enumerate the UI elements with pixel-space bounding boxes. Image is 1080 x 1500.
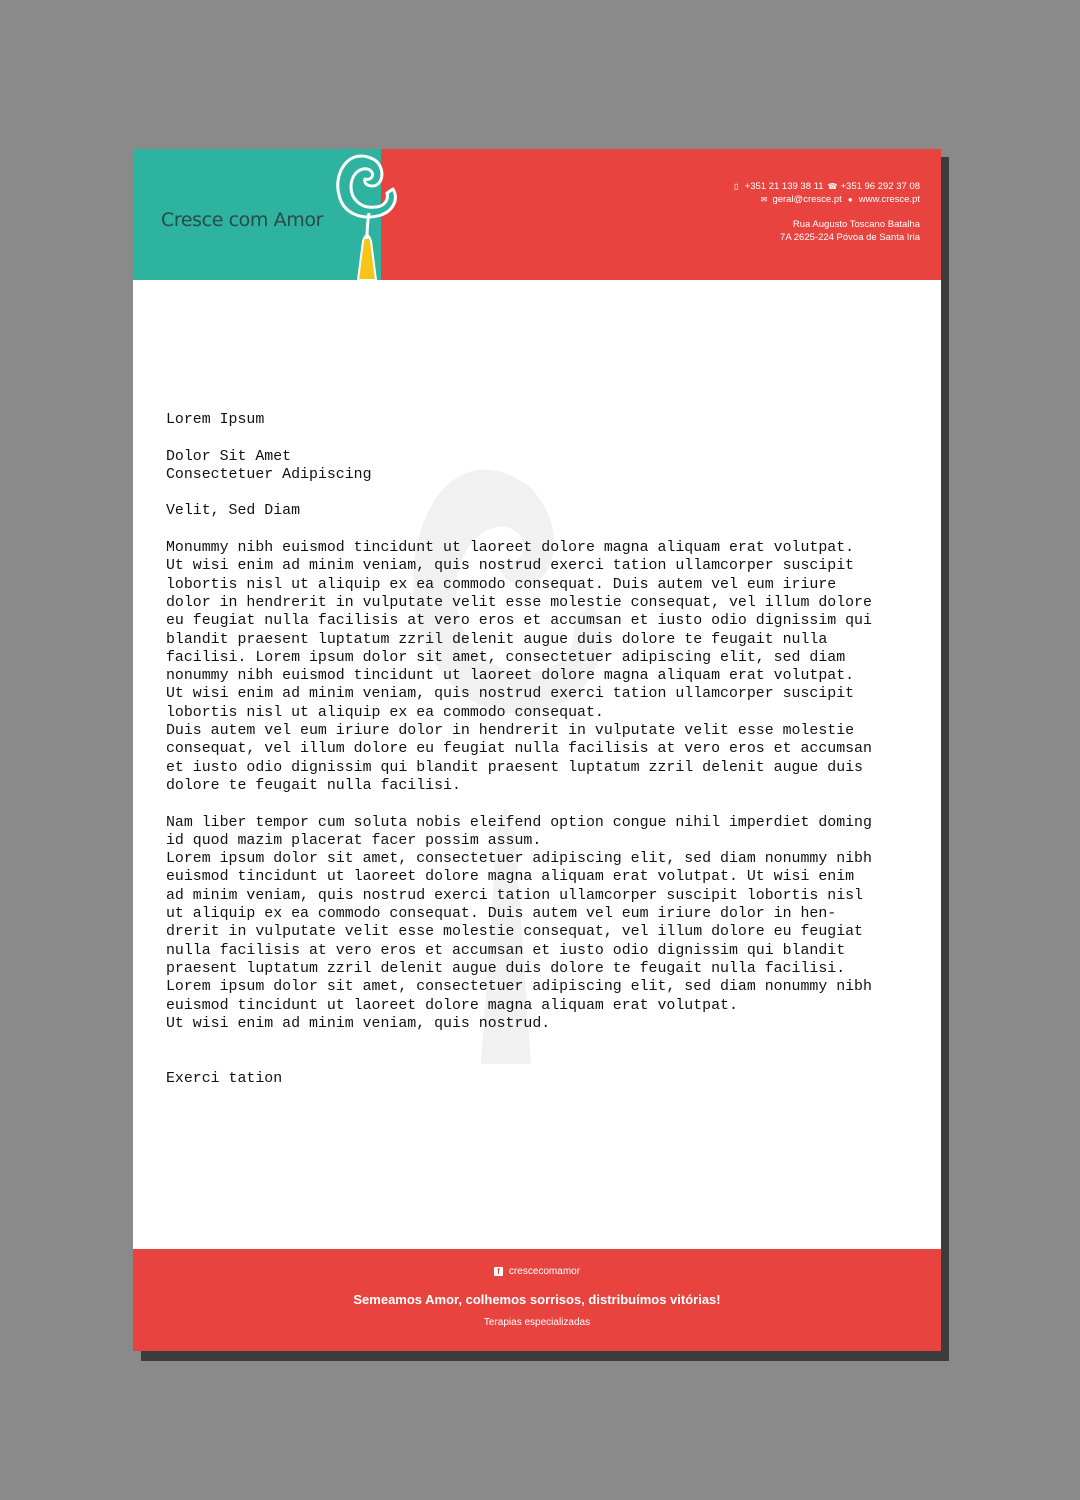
paragraph-line: dolore te feugait nulla facilisi. — [166, 777, 461, 794]
email-icon: ✉ — [760, 195, 768, 204]
paragraph-line: blandit praesent luptatum zzril delenit augue duis dolore te feugait nulla — [166, 631, 828, 648]
phone-2: +351 96 292 37 08 — [840, 181, 920, 192]
email[interactable]: geral@cresce.pt — [772, 194, 842, 205]
paragraph-1 — [166, 539, 926, 795]
paragraph-line: Ut wisi enim ad minim veniam, quis nostrud exerci tation ullamcorper suscipit — [166, 686, 855, 703]
letterhead-header — [133, 149, 941, 280]
phone-row — [732, 180, 920, 193]
paragraph-line: Ut wisi enim ad minim veniam, quis nostrud. — [166, 1015, 551, 1032]
paragraph-line: ad minim veniam, quis nostrud exerci tation ullamcorper suscipit lobortis nisl — [166, 887, 863, 904]
letter-body — [166, 411, 926, 1088]
contact-block — [732, 180, 920, 244]
address-line-2: 7A 2625-224 Póvoa de Santa Iria — [780, 232, 920, 243]
paragraph-line: consequat, vel illum dolore eu feugiat nulla facilisis at vero eros et accumsan — [166, 741, 872, 758]
paragraph-line: id quod mazim placerat facer possim assum. — [166, 832, 542, 849]
paragraph-line: eu feugiat nulla facilisis at vero eros et accumsan et iusto odio dignissim qui — [166, 613, 872, 630]
footer-subtitle: Terapias especializadas — [483, 1317, 591, 1328]
paragraph-line: lobortis nisl ut aliquip ex ea commodo consequat. Duis autem vel eum iriure — [166, 576, 837, 593]
paragraph-line: Lorem ipsum dolor sit amet, consectetuer adipiscing elit, sed diam nonummy nibh — [166, 851, 872, 868]
brand-name: Cresce com Amor — [161, 209, 323, 231]
paragraph-line: facilisi. Lorem ipsum dolor sit amet, consectetuer adipiscing elit, sed diam — [166, 649, 846, 666]
paragraph-line: dolor in hendrerit in vulputate velit esse molestie consequat, vel illum dolore — [166, 594, 872, 611]
web-row — [732, 193, 920, 206]
paragraph-line: Ut wisi enim ad minim veniam, quis nostrud exerci tation ullamcorper suscipit — [166, 558, 855, 575]
paragraph-line: euismod tincidunt ut laoreet dolore magna aliquam erat volutpat. Ut wisi enim — [166, 869, 855, 886]
tagline: Semeamos Amor, colhemos sorrisos, distribuímos vitórias! — [353, 1292, 721, 1307]
recipient-name: Lorem Ipsum — [166, 412, 265, 428]
paragraph-line: Nam liber tempor cum soluta nobis eleifend option congue nihil imperdiet doming — [166, 814, 872, 831]
paragraph-line: nulla facilisis at vero eros et accumsan et iusto odio dignissim qui blandit — [166, 942, 846, 959]
recipient-line-1: Dolor Sit Amet — [166, 448, 292, 465]
address-line-1: Rua Augusto Toscano Batalha — [792, 219, 920, 230]
mobile-phone-icon: ▯ — [733, 182, 739, 191]
paragraph-line: Duis autem vel eum iriure dolor in hendrerit in vulputate velit esse molestie — [166, 723, 855, 740]
phone-icon: ☎ — [827, 182, 838, 191]
facebook-icon: f — [494, 1267, 503, 1276]
letterhead-footer — [133, 1249, 941, 1351]
signature: Exerci tation — [166, 1070, 283, 1087]
globe-icon: ● — [847, 195, 853, 204]
paragraph-line: praesent luptatum zzril delenit augue duis dolore te feugait nulla facilisi. — [166, 960, 846, 977]
facebook-row — [133, 1266, 941, 1277]
letterhead-page — [133, 149, 941, 1351]
paragraph-line: ut aliquip ex ea commodo consequat. Duis autem vel eum iriure dolor in hen- — [166, 906, 837, 923]
logo-icon — [331, 149, 406, 280]
paragraph-line: et iusto odio dignissim qui blandit praesent luptatum zzril delenit augue duis — [166, 759, 863, 776]
address-block — [732, 218, 920, 244]
facebook-handle[interactable]: crescecomamor — [508, 1266, 581, 1277]
paragraph-line: lobortis nisl ut aliquip ex ea commodo consequat. — [166, 704, 604, 721]
paragraph-line: Lorem ipsum dolor sit amet, consectetuer adipiscing elit, sed diam nonummy nibh — [166, 979, 872, 996]
recipient-line-2: Consectetuer Adipiscing — [166, 466, 372, 483]
phone-1: +351 21 139 38 11 — [744, 181, 824, 192]
paragraph-2 — [166, 814, 926, 1034]
paragraph-line: euismod tincidunt ut laoreet dolore magna aliquam erat volutpat. — [166, 997, 738, 1014]
website[interactable]: www.cresce.pt — [858, 194, 920, 205]
salutation: Velit, Sed Diam — [166, 503, 301, 520]
paragraph-line: drerit in vulputate velit esse molestie consequat, vel illum dolore eu feugiat — [166, 924, 863, 941]
paragraph-line: Monummy nibh euismod tincidunt ut laoreet dolore magna aliquam erat volutpat. — [166, 540, 855, 557]
paragraph-line: nonummy nibh euismod tincidunt ut laoreet dolore magna aliquam erat volutpat. — [166, 668, 855, 685]
